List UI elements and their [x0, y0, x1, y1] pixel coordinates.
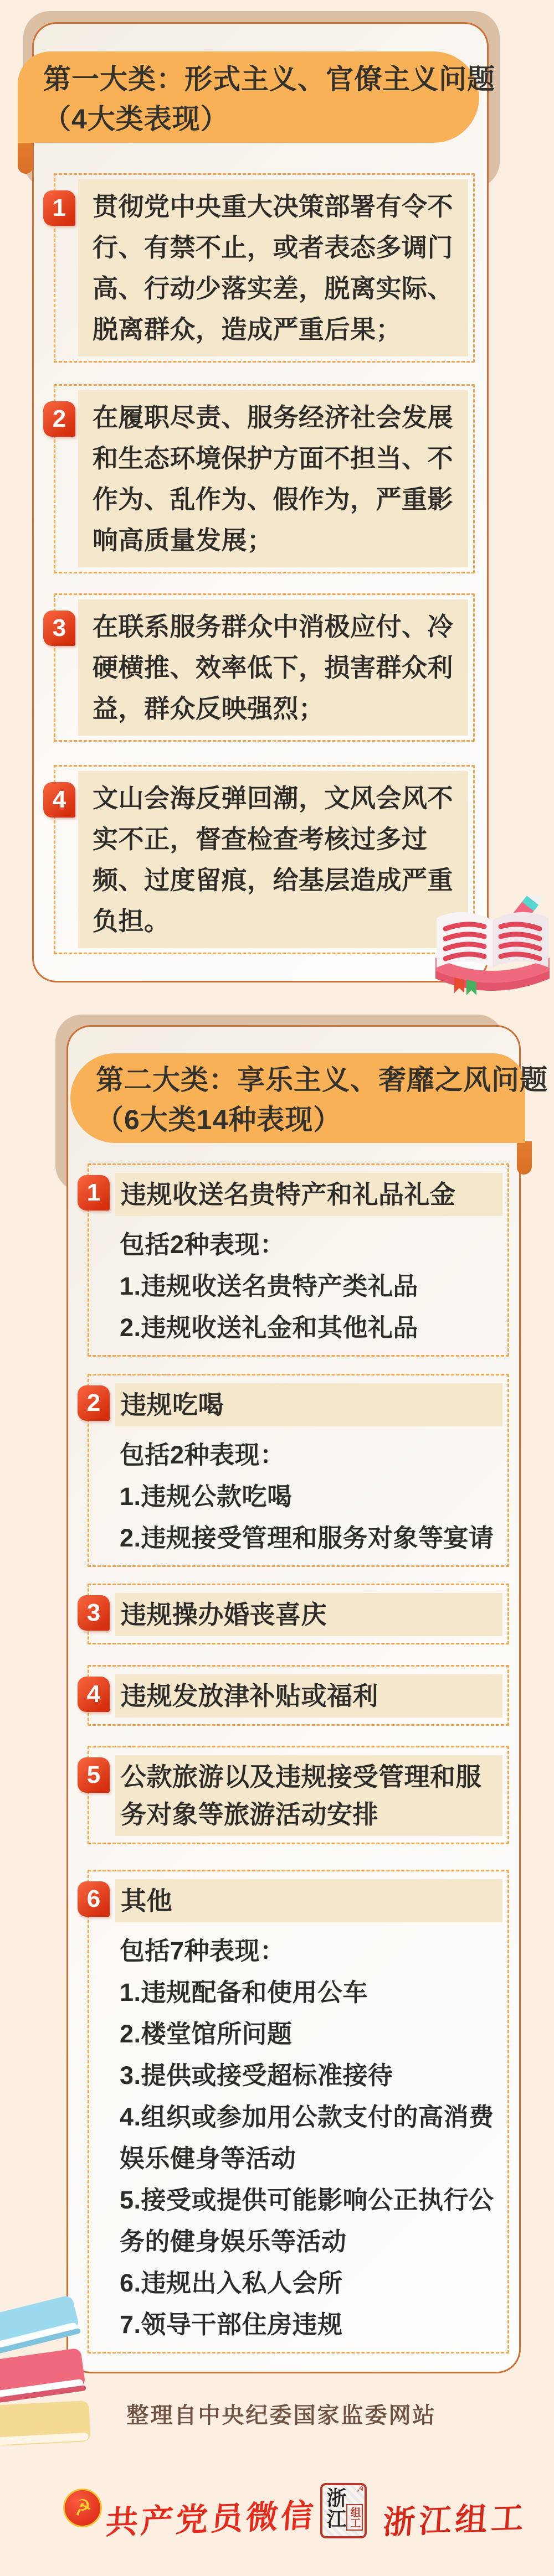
- violation-title-box: [115, 1593, 502, 1636]
- card1-item-1: [54, 173, 475, 363]
- item-text-box: [78, 599, 468, 736]
- item-number: 6: [86, 1885, 101, 1912]
- violation-title: 违规收送名贵特产和礼品礼金: [121, 1180, 456, 1209]
- detail-line: 包括2种表现：: [120, 1441, 285, 1469]
- detail-line: 1.违规配备和使用公车: [120, 1978, 368, 2006]
- card1-title-line1: 第一大类：形式主义、官僚主义问题: [43, 64, 495, 95]
- detail-line: 6.违规出入私人会所: [120, 2269, 343, 2297]
- item-number: 1: [52, 194, 66, 221]
- book-stack-icon: [0, 2296, 133, 2445]
- detail-line: 2.违规收送礼金和其他礼品: [120, 1313, 419, 1342]
- item-number-badge: [43, 611, 75, 646]
- detail-line: 2.违规接受管理和服务对象等宴请: [120, 1524, 494, 1552]
- card2-item-3: [88, 1584, 509, 1644]
- violation-details: [115, 1224, 502, 1348]
- card1-title-line2: （4大类表现）: [43, 104, 229, 135]
- party-emblem-icon: [63, 2489, 102, 2527]
- item-text: 在联系服务群众中消极应付、冷硬横推、效率低下，损害群众利益，群众反映强烈；: [93, 612, 453, 723]
- violation-details: [115, 1434, 502, 1559]
- card2-item-2: [88, 1374, 509, 1567]
- violation-details: [115, 1930, 502, 2345]
- card1-item-3: [54, 593, 475, 742]
- seal-sub-box: [346, 2504, 363, 2531]
- card2-item-6: [88, 1870, 509, 2353]
- violation-title: 违规吃喝: [121, 1390, 224, 1419]
- card1-item-4: [54, 765, 475, 954]
- item-text: 在履职尽责、服务经济社会发展和生态环境保护方面不担当、不作为、乱作为、假作为，严重影响高质量发展；: [93, 403, 453, 555]
- card1-banner-fold: [18, 142, 33, 174]
- violation-title-box: [115, 1173, 502, 1216]
- item-text: 贯彻党中央重大决策部署有令不行、有禁不止，或者表态多调门高、行动少落实差，脱离实际、脱离群众，造成严重后果；: [93, 192, 453, 344]
- violation-title-box: [115, 1674, 502, 1718]
- card1-title-banner: [18, 51, 495, 143]
- detail-line: 包括7种表现：: [120, 1937, 285, 1965]
- card2-title-banner: [70, 1053, 548, 1143]
- item-number-badge: [78, 1385, 110, 1421]
- logo-left-wordmark: 共产党员微信: [104, 2497, 317, 2541]
- item-number-badge: [78, 1757, 110, 1793]
- source-note: 整理自中央纪委国家监委网站: [126, 2403, 437, 2428]
- card2-item-5: [88, 1746, 509, 1844]
- item-number-badge: [78, 1175, 110, 1211]
- card2-item-1: [88, 1163, 509, 1357]
- violation-title: 公款旅游以及违规接受管理和服务对象等旅游活动安排: [121, 1762, 481, 1829]
- item-number: 2: [86, 1389, 101, 1416]
- card1-item-2: [54, 384, 475, 573]
- item-number: 4: [86, 1680, 101, 1708]
- card2-title-line2: （6大类14种表现）: [96, 1104, 342, 1135]
- card2-item-4: [88, 1665, 509, 1726]
- item-text: 文山会海反弹回潮，文风会风不实不正，督查检查考核过多过频、过度留痕，给基层造成严重负担。: [93, 784, 453, 935]
- seal-main-text: 浙江: [324, 2487, 347, 2530]
- detail-line: 2.楼堂馆所问题: [120, 2020, 293, 2048]
- hammer-sickle-glyph: ☭: [70, 2494, 95, 2522]
- violation-title-box: [115, 1755, 502, 1836]
- detail-line: 包括2种表现：: [120, 1230, 285, 1259]
- violation-title: 违规发放津补贴或福利: [121, 1682, 378, 1710]
- detail-line: 3.提供或接受超标准接待: [120, 2061, 393, 2089]
- item-text-box: [78, 390, 468, 567]
- zhejiang-seal-icon: [320, 2483, 367, 2538]
- item-number-badge: [78, 1595, 110, 1631]
- detail-line: 7.领导干部住房违规: [120, 2310, 343, 2339]
- item-text-box: [78, 179, 468, 356]
- item-number: 4: [52, 786, 66, 813]
- logo-right-wordmark: 浙江组工: [381, 2500, 529, 2541]
- detail-line: 5.接受或提供可能影响公正执行公务的健身娱乐等活动: [120, 2186, 494, 2256]
- violation-title: 违规操办婚丧喜庆: [121, 1600, 327, 1629]
- item-number-badge: [43, 401, 75, 437]
- item-number: 5: [86, 1761, 101, 1788]
- violation-title-box: [115, 1383, 502, 1426]
- item-number-badge: [43, 782, 75, 818]
- open-book-pencil-icon: [425, 896, 554, 1000]
- item-number-badge: [43, 190, 75, 226]
- violation-title: 其他: [121, 1886, 172, 1915]
- item-number: 1: [86, 1179, 101, 1206]
- detail-line: 1.违规公款吃喝: [120, 1482, 293, 1511]
- detail-line: 1.违规收送名贵特产类礼品: [120, 1272, 419, 1300]
- card2-title-line1: 第二大类：享乐主义、奢靡之风问题: [96, 1064, 548, 1095]
- seal-sub-text: 组工: [348, 2507, 361, 2528]
- item-text-box: [78, 771, 468, 948]
- card2-banner-fold: [517, 1141, 532, 1175]
- item-number-badge: [78, 1881, 110, 1917]
- item-number: 3: [86, 1599, 101, 1626]
- item-number: 3: [52, 614, 66, 642]
- seal-emblem-glyph: ☭: [356, 2485, 364, 2494]
- violation-title-box: [115, 1879, 502, 1922]
- item-number: 2: [52, 405, 66, 432]
- item-number-badge: [78, 1677, 110, 1712]
- detail-line: 4.组织或参加用公款支付的高消费娱乐健身等活动: [120, 2103, 494, 2172]
